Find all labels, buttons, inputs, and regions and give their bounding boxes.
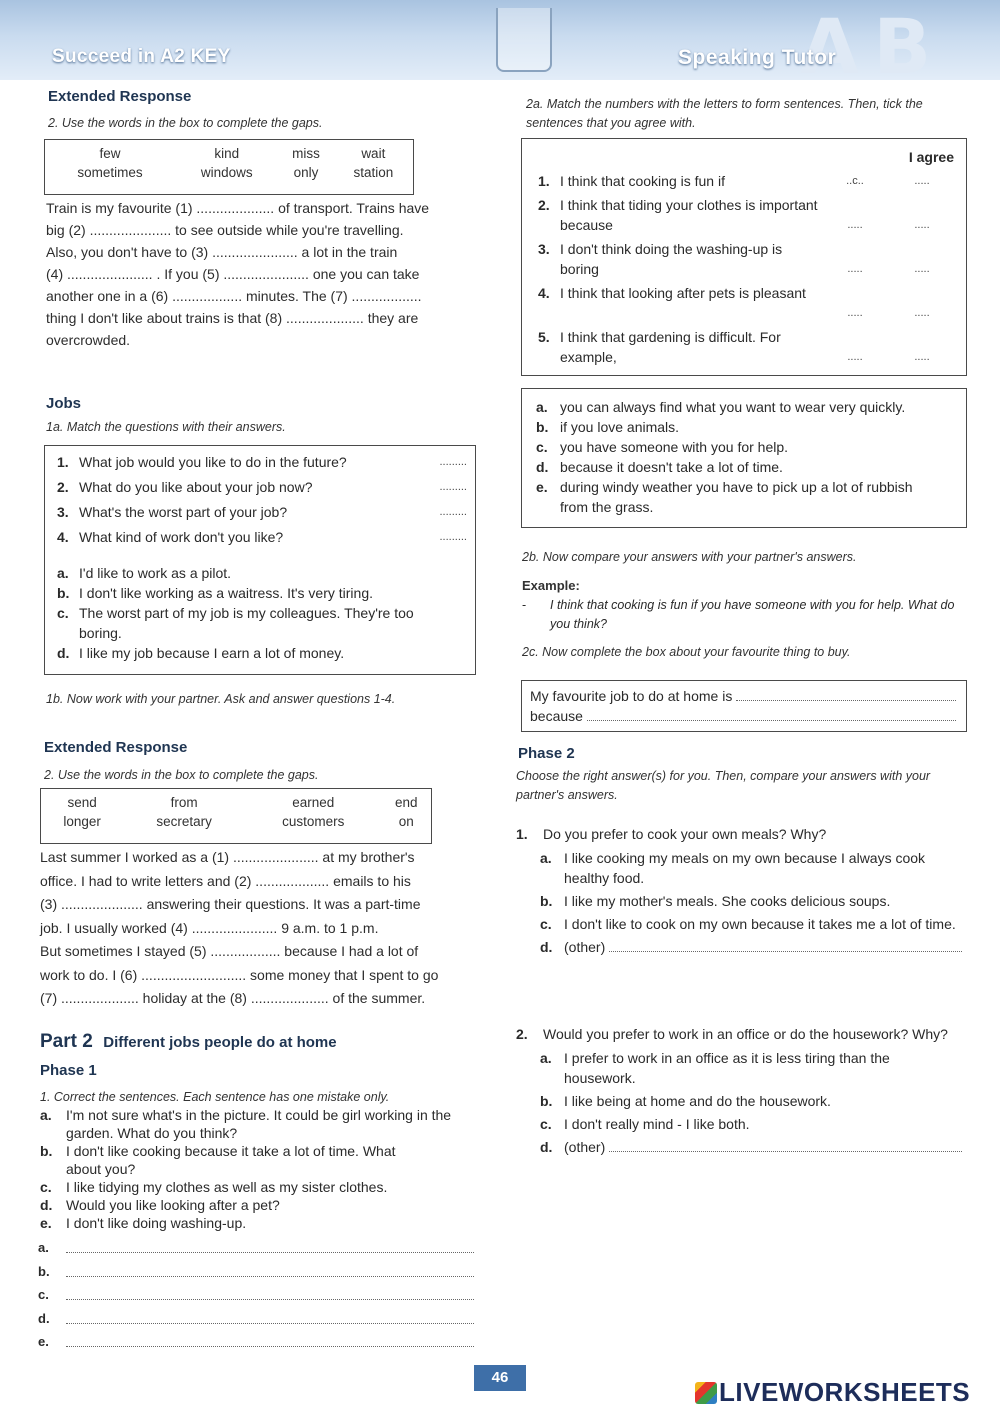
list-item: b. I don't like cooking because it take a lot of time. What about you?	[40, 1143, 396, 1177]
ext2-instruction: 2. Use the words in the box to complete the gaps.	[44, 768, 319, 782]
answer-blank[interactable]: a.	[38, 1238, 474, 1262]
question-1	[516, 824, 962, 957]
text-line: thing I don't like about trains is that (8) .................... they are	[46, 310, 419, 326]
answer-row: a. I'd like to work as a pilot.	[57, 565, 232, 581]
example-row: - I think that cooking is fun if you have someone with you for help. What do you think?	[522, 598, 955, 631]
word: windows	[200, 165, 253, 180]
text-line: Train is my favourite (1) .................... of transport. Trains have	[46, 200, 430, 216]
ext1-heading: Extended Response	[48, 88, 192, 105]
word: customers	[282, 814, 345, 829]
option[interactable]: c. I don't like to cook on my own because it takes me a lot of time.	[540, 916, 956, 932]
correction-list	[40, 1106, 480, 1232]
answer-row: c. The worst part of my job is my colleagues. They're too boring.	[57, 605, 414, 641]
answer-blank[interactable]: c.	[38, 1285, 474, 1309]
example	[522, 596, 962, 634]
question-text: 2. Would you prefer to work in an office or do the housework? Why?	[516, 1026, 948, 1042]
option-other[interactable]: d. (other)	[540, 937, 962, 957]
match-box	[521, 138, 967, 376]
logo-icon	[695, 1382, 717, 1404]
text-line: Last summer I worked as a (1) ...................... at my brother's	[40, 849, 415, 865]
complete-instruction: 2c. Now complete the box about your favourite thing to buy.	[522, 645, 851, 659]
section-title: Speaking Tutor	[678, 46, 837, 69]
favourite-line[interactable]: My favourite job to do at home is	[530, 686, 956, 706]
word: few	[99, 146, 121, 161]
text-line: office. I had to write letters and (2) ................... emails to his	[40, 872, 411, 889]
list-item: d. Would you like looking after a pet?	[40, 1197, 280, 1213]
text-line: job. I usually worked (4) ...................... 9 a.m. to 1 p.m.	[40, 919, 379, 936]
question-text: 1. Do you prefer to cook your own meals? Why?	[516, 826, 827, 842]
match-item: 4. I think that looking after pets is pleasant ..... .....	[538, 285, 930, 319]
option[interactable]: c. I don't really mind - I like both.	[540, 1116, 750, 1132]
option[interactable]: b. I like being at home and do the housework.	[540, 1093, 831, 1109]
answer-blank[interactable]: d.	[38, 1309, 474, 1333]
phase2-heading: Phase 2	[518, 745, 575, 762]
ext2-text	[40, 846, 490, 1011]
part-title: Different jobs people do at home	[103, 1034, 337, 1051]
word: earned	[292, 795, 335, 810]
word: end	[395, 795, 418, 810]
match-item: 5. I think that gardening is difficult. For example, ..... .....	[538, 329, 930, 365]
example-label: Example:	[522, 578, 580, 593]
option[interactable]: a. I prefer to work in an office as it is less tiring than the housework.	[540, 1050, 890, 1086]
list-item: c. I like tidying my clothes as well as my sister clothes.	[40, 1179, 388, 1195]
answer-row: d. I like my job because I earn a lot of money.	[57, 645, 345, 661]
agree-label: I agree	[908, 149, 954, 165]
page-number: 46	[474, 1365, 526, 1391]
text-line: But sometimes I stayed (5) .................. because I had a lot of	[40, 943, 419, 959]
word: station	[353, 165, 394, 180]
endings-box	[521, 388, 967, 528]
word: from	[170, 795, 198, 810]
phase1-instruction: 1. Correct the sentences. Each sentence has one mistake only.	[40, 1090, 390, 1104]
compare-instruction: 2b. Now compare your answers with your partner's answers.	[522, 550, 857, 564]
ext2-heading: Extended Response	[44, 739, 188, 756]
ending-item: b. if you love animals.	[536, 419, 680, 435]
jobs-instruction: 1a. Match the questions with their answers.	[46, 420, 286, 434]
phase2-instruction: Choose the right answer(s) for you. Then, compare your answers with your partner's answers.	[516, 769, 931, 802]
ending-item: e. during windy weather you have to pick up a lot of rubbish from the grass.	[536, 479, 913, 515]
text-line: (4) ...................... . If you (5) ...................... one you can take	[46, 266, 420, 282]
ext1-instruction: 2. Use the words in the box to complete the gaps.	[48, 116, 323, 130]
word: secretary	[156, 814, 212, 829]
ending-item: a. you can always find what you want to wear very quickly.	[536, 399, 906, 415]
text-line: Also, you don't have to (3) ...................... a lot in the train	[46, 244, 398, 260]
list-item: e. I don't like doing washing-up.	[40, 1215, 247, 1231]
phase1-heading: Phase 1	[40, 1062, 97, 1079]
jobs-box	[44, 445, 476, 675]
word: only	[293, 165, 319, 180]
word: miss	[292, 146, 320, 161]
part-label: Part 2	[40, 1031, 93, 1052]
word: kind	[214, 146, 240, 161]
ending-item: c. you have someone with you for help.	[536, 439, 789, 455]
word: on	[398, 814, 414, 829]
answer-blanks	[38, 1238, 474, 1356]
text-line: overcrowded.	[46, 332, 131, 348]
question-2	[516, 1024, 962, 1157]
ext1-text	[46, 197, 486, 351]
word: send	[67, 795, 97, 810]
question-row: 3. What's the worst part of your job? .........	[57, 504, 467, 520]
word: longer	[63, 814, 101, 829]
pencil-cup-icon	[496, 8, 552, 72]
answer-blank[interactable]: b.	[38, 1262, 474, 1286]
match-item: 1. I think that cooking is fun if ..c.. .....	[538, 173, 930, 189]
match-instruction: 2a. Match the numbers with the letters to form sentences. Then, tick the sentences that you agree with.	[526, 97, 923, 130]
word: sometimes	[77, 165, 143, 180]
book-title: Succeed in A2 KEY	[52, 46, 231, 67]
liveworksheets-logo: LIVEWORKSHEETS	[695, 1377, 970, 1408]
option[interactable]: a. I like cooking my meals on my own because I always cook healthy food.	[540, 850, 926, 886]
option-other[interactable]: d. (other)	[540, 1137, 962, 1157]
question-row: 1. What job would you like to do in the future? .........	[57, 454, 467, 470]
decorative-letters: A B	[800, 2, 926, 91]
question-row: 4. What kind of work don't you like? .........	[57, 529, 467, 545]
ending-item: d. because it doesn't take a lot of time.	[536, 459, 783, 475]
text-line: (7) .................... holiday at the (8) .................... of the summer.	[40, 990, 426, 1006]
jobs-note: 1b. Now work with your partner. Ask and answer questions 1-4.	[46, 692, 396, 706]
answer-row: b. I don't like working as a waitress. It's very tiring.	[57, 585, 374, 601]
question-row: 2. What do you like about your job now? .........	[57, 479, 467, 495]
text-line: work to do. I (6) ........................... some money that I spent to go	[40, 966, 439, 983]
favourite-box	[521, 680, 967, 732]
list-item: a. I'm not sure what's in the picture. It could be girl working in the garden. What do you think?	[40, 1107, 452, 1141]
ext2-word-box	[40, 788, 432, 844]
answer-blank[interactable]: e.	[38, 1332, 474, 1356]
jobs-heading: Jobs	[46, 395, 82, 412]
text-line: (3) ..................... answering their questions. It was a part-time	[40, 896, 421, 912]
match-item: 2. I think that tiding your clothes is important because ..... .....	[538, 197, 930, 233]
option[interactable]: b. I like my mother's meals. She cooks delicious soups.	[540, 893, 891, 909]
match-item: 3. I don't think doing the washing-up is boring ..... .....	[538, 241, 930, 277]
word: wait	[361, 146, 386, 161]
ext1-word-box	[44, 139, 414, 195]
text-line: another one in a (6) .................. minutes. The (7) ..................	[46, 288, 422, 304]
because-line[interactable]: because	[530, 706, 956, 726]
part2-title	[40, 1031, 337, 1053]
text-line: big (2) ..................... to see outside while you're travelling.	[46, 222, 404, 238]
